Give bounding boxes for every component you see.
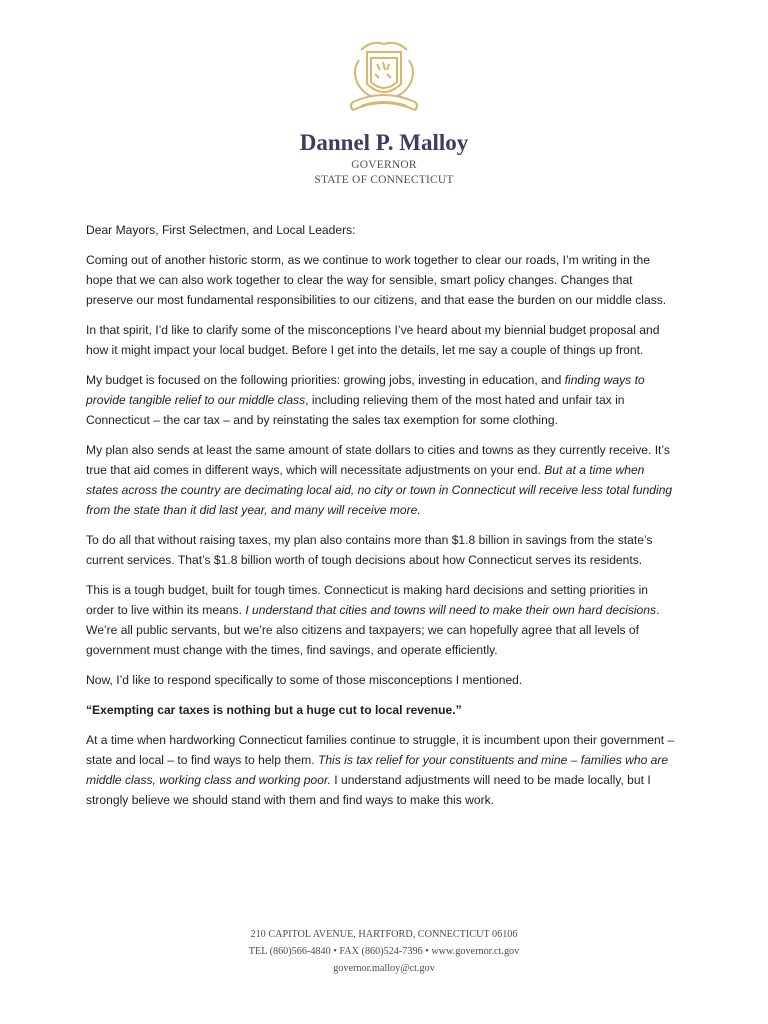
paragraph-2: In that spirit, I’d like to clarify some of the misconceptions I’ve heard about my biennial budget proposal and how it might impact your local budget. Before I get into the details, let me say a couple of things up front. <box>86 323 660 357</box>
footer <box>0 926 768 977</box>
paragraph-3-emphasis: finding ways to provide tangible relief to our middle class <box>86 373 645 407</box>
misconception-quote: “Exempting car taxes is nothing but a huge cut to local revenue.” <box>86 703 462 717</box>
footer-address: 210 CAPITOL AVENUE, HARTFORD, CONNECTICUT 06106 <box>250 929 518 940</box>
paragraph-6-text-c: . We’re all public servants, but we’re also citizens and taxpayers; we can hopefully agree that all levels of government must change with the times, find savings, and operate efficiently. <box>86 603 660 657</box>
paragraph-8 <box>86 730 678 810</box>
paragraph-6-text-a: This is a tough budget, built for tough times. Connecticut is making hard decisions and setting priorities in order to live within its means. <box>86 583 648 617</box>
governor-title: GOVERNOR <box>351 159 417 171</box>
paragraph-8-text-c: I understand adjustments will need to be made locally, but I strongly believe we should stand with them and find ways to make this work. <box>86 773 651 807</box>
paragraph-3-text-c: , including relieving them of the most hated and unfair tax in Connecticut – the car tax – and by reinstating the sales tax exemption for some clothing. <box>86 393 625 427</box>
paragraph-8-emphasis: This is tax relief for your constituents and mine – families who are middle class, working class and working poor. <box>86 753 669 787</box>
paragraph-3 <box>86 370 678 430</box>
footer-contact: TEL (860)566-4840 • FAX (860)524-7396 • www.governor.ct.gov <box>248 946 520 957</box>
paragraph-7: Now, I’d like to respond specifically to some of those misconceptions I mentioned. <box>86 673 523 687</box>
paragraph-1: Coming out of another historic storm, as we continue to work together to clear our roads, I’m writing in the hope that we can also work together to clear the way for sensible, smart policy changes. Changes that preserve our most fundamental responsibilities to our citizens, and that ease the burden on our middle class. <box>86 253 667 307</box>
paragraph-5: To do all that without raising taxes, my plan also contains more than $1.8 billion in savings from the state’s current services. That’s $1.8 billion worth of tough decisions about how Connecticut serves its residents. <box>86 533 653 567</box>
state-name: STATE OF CONNECTICUT <box>314 174 454 186</box>
paragraph-3-text-a: My budget is focused on the following priorities: growing jobs, investing in education, and <box>86 373 565 387</box>
governor-name: Dannel P. Malloy <box>299 130 469 155</box>
letter-body <box>86 220 678 820</box>
salutation: Dear Mayors, First Selectmen, and Local Leaders: <box>86 223 356 237</box>
state-seal-icon <box>331 36 437 122</box>
paragraph-6 <box>86 580 678 660</box>
letterhead <box>0 128 768 188</box>
paragraph-8-text-a: At a time when hardworking Connecticut families continue to struggle, it is incumbent upon their government – state and local – to find ways to help them. <box>86 733 675 767</box>
paragraph-6-emphasis: I understand that cities and towns will need to make their own hard decisions <box>245 603 657 617</box>
paragraph-4-emphasis: But at a time when states across the country are decimating local aid, no city or town in Connecticut will receive less total funding from the state than it did last year, and many will receive more. <box>86 463 673 517</box>
paragraph-4-text-a: My plan also sends at least the same amount of state dollars to cities and towns as they currently receive. It’s true that aid comes in different ways, which will necessitate adjustments on your end. <box>86 443 670 477</box>
footer-email: governor.malloy@ct.gov <box>333 963 435 974</box>
paragraph-4 <box>86 440 678 520</box>
